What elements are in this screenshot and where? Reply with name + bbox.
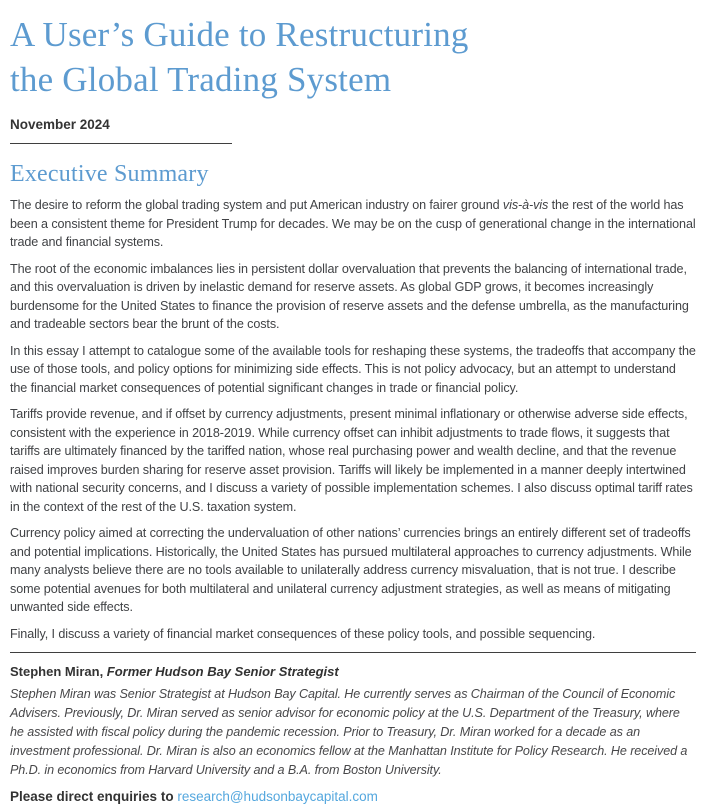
date-divider bbox=[10, 143, 232, 144]
email-link[interactable]: research@hudsonbaycapital.com bbox=[177, 789, 378, 804]
summary-paragraph-1-pre: The desire to reform the global trading system and put American industry on fairer ground bbox=[10, 198, 503, 212]
footer-divider bbox=[10, 652, 696, 653]
summary-paragraph-5: Currency policy aimed at correcting the undervaluation of other nations’ currencies brings an entirely different set of tradeoffs and potential implications. Historically, the United States has pursued multilateral approaches to currency adjustments. While many analysts believe there are no tools available to unilaterally address currency misvaluation, that is not true. I describe some potential avenues for both multilateral and unilateral currency adjustment strategies, as well as means of mitigating unwanted side effects. bbox=[10, 526, 692, 614]
enquiries-label: Please direct enquiries to bbox=[10, 789, 178, 804]
author-name: Stephen Miran, bbox=[10, 664, 104, 679]
page-title bbox=[10, 12, 696, 102]
summary-paragraph-1-post: the rest of the world has been a consistent theme for President Trump for decades. We may be on the cusp of generational change in the international trade and financial systems. bbox=[10, 198, 696, 249]
author-line bbox=[10, 664, 696, 680]
page-title-line-2: the Global Trading System bbox=[10, 60, 392, 99]
section-heading-executive-summary: Executive Summary bbox=[10, 161, 209, 187]
author-bio: Stephen Miran was Senior Strategist at Hudson Bay Capital. He currently serves as Chairman of the Council of Economic Advisers. Previously, Dr. Miran served as senior advisor for economic policy at the U.S. Department of the Treasury, where he assisted with fiscal policy during the pandemic recession. Prior to Treasury, Dr. Miran worked for a decade as an investment professional. Dr. Miran is also an economics fellow at the Manhattan Institute for Policy Research. He received a Ph.D. in economics from Harvard University and a B.A. from Boston University. bbox=[10, 687, 688, 777]
page-title-line-1: A User’s Guide to Restructuring bbox=[10, 15, 469, 54]
summary-paragraph-4: Tariffs provide revenue, and if offset by currency adjustments, present minimal inflationary or otherwise adverse side effects, consistent with the experience in 2018-2019. While currency offset can inhibit adjustments to trade flows, it suggests that tariffs are ultimately financed by the tariffed nation, whose real purchasing power and wealth decline, and that the revenue raised improves burden sharing for reserve asset provision. Tariffs will likely be implemented in a manner deeply intertwined with national security concerns, and I discuss a variety of possible implementation schemes. I also discuss optimal tariff rates in the context of the rest of the U.S. taxation system. bbox=[10, 407, 693, 514]
summary-paragraph-3: In this essay I attempt to catalogue some of the available tools for reshaping these systems, the tradeoffs that accompany the use of those tools, and policy options for minimizing side effects. This is not policy advocacy, but an attempt to understand the financial market consequences of potential significant changes in trade or financial policy. bbox=[10, 343, 696, 395]
summary-paragraph-1 bbox=[10, 196, 696, 252]
summary-paragraph-6: Finally, I discuss a variety of financial market consequences of these policy tools, and possible sequencing. bbox=[10, 626, 596, 641]
publication-date: November 2024 bbox=[10, 117, 110, 132]
summary-paragraph-1-italic: vis-à-vis bbox=[502, 198, 549, 212]
author-role: Former Hudson Bay Senior Strategist bbox=[103, 664, 339, 679]
summary-paragraph-2: The root of the economic imbalances lies in persistent dollar overvaluation that prevents the balancing of international trade, and this overvaluation is driven by inelastic demand for reserve assets. As global GDP grows, it becomes increasingly burdensome for the United States to finance the provision of reserve assets and the defense umbrella, as the manufacturing and tradeable sectors bear the brunt of the costs. bbox=[10, 261, 689, 331]
